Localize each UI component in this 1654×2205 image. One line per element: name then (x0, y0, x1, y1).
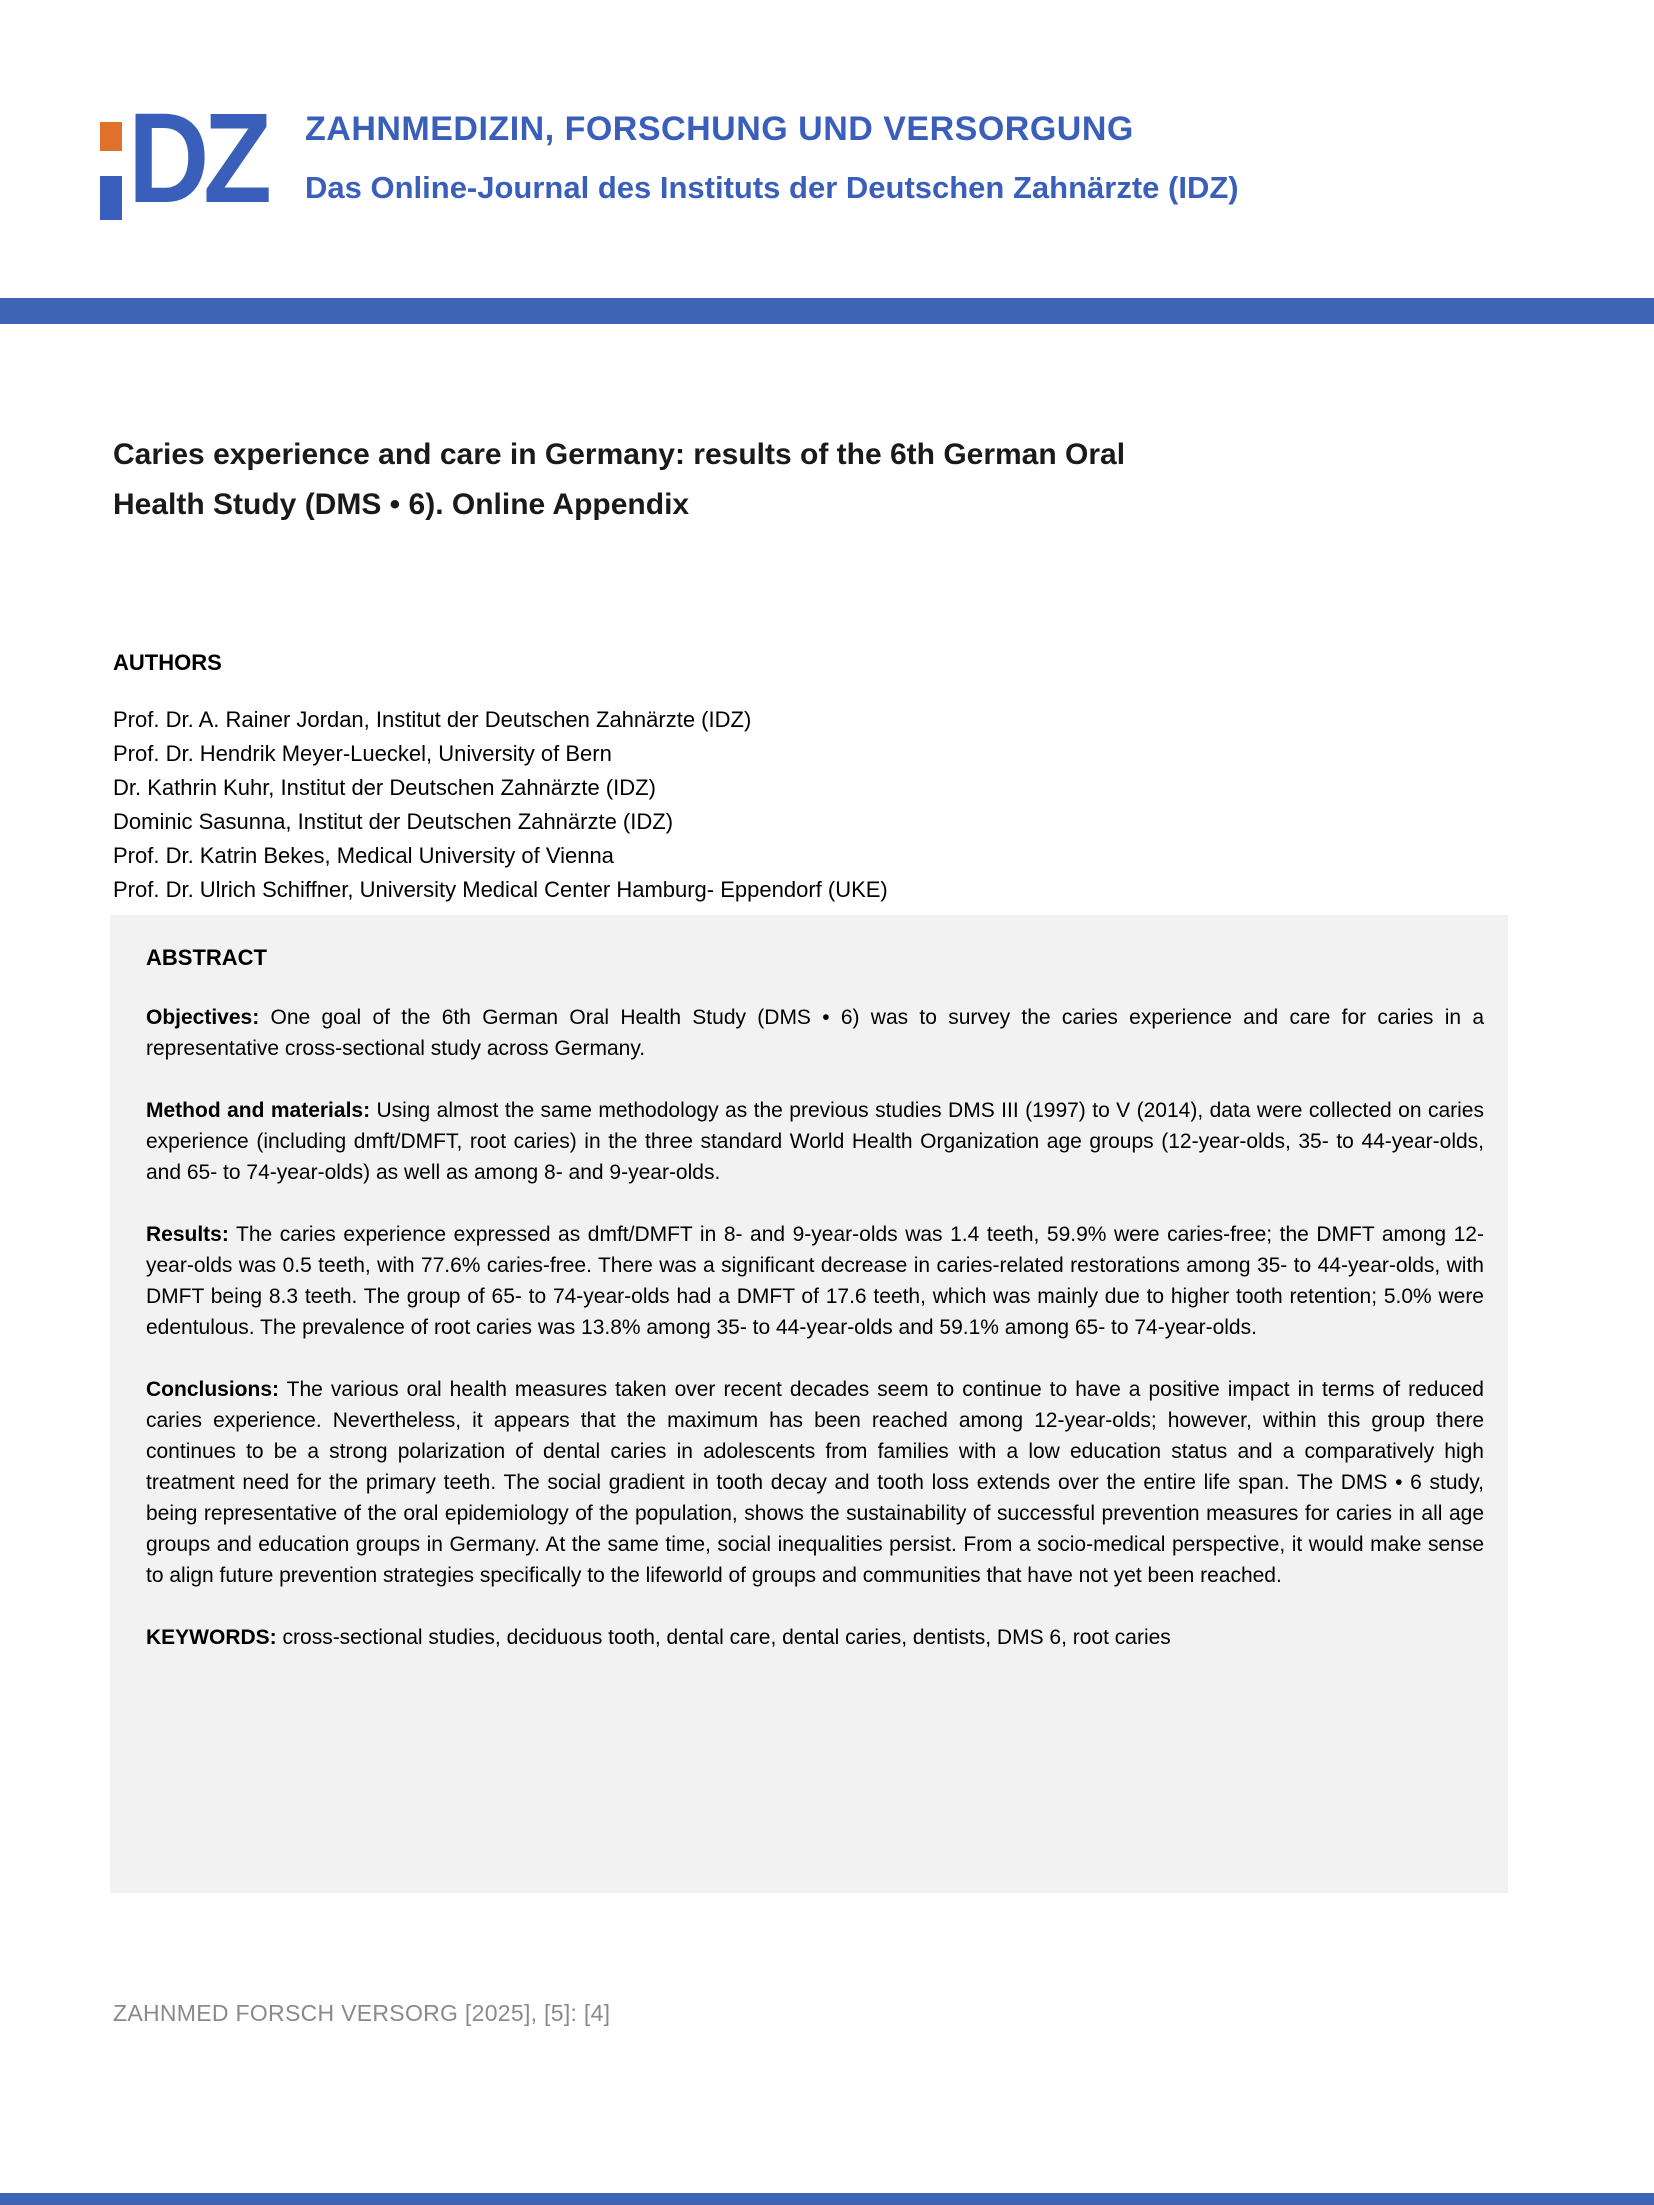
abstract-objectives (146, 1002, 1484, 1064)
abstract-keywords-label: KEYWORDS: (146, 1626, 277, 1649)
author-line: Dominic Sasunna, Institut der Deutschen Zahnärzte (IDZ) (113, 809, 674, 834)
author-line: Prof. Dr. Hendrik Meyer-Lueckel, University of Bern (113, 741, 612, 766)
abstract-objectives-label: Objectives: (146, 1006, 260, 1029)
header-divider-bar (0, 298, 1654, 324)
author-line: Prof. Dr. Ulrich Schiffner, University Medical Center Hamburg- Eppendorf (UKE) (113, 877, 888, 902)
abstract-keywords-text: cross-sectional studies, deciduous tooth, dental care, dental caries, dentists, DMS 6, root caries (282, 1626, 1171, 1649)
abstract-method-text: Using almost the same methodology as the previous studies DMS III (1997) to V (2014), data were collected on caries experience (including dmft/DMFT, root caries) in the three standard World Health Organization age groups (12-year-olds, 35- to 44-year-olds, and 65- to 74-year-olds) as well as among 8- and 9-year-olds. (146, 1099, 1484, 1184)
idz-logo-i-mark (100, 122, 122, 220)
abstract-conclusions-label: Conclusions: (146, 1378, 280, 1401)
abstract-keywords (146, 1622, 1484, 1653)
abstract-objectives-text: One goal of the 6th German Oral Health Study (DMS • 6) was to survey the caries experience and care for caries in a representative cross-sectional study across Germany. (146, 1006, 1484, 1060)
article-title: Caries experience and care in Germany: results of the 6th German Oral Health Study (DMS • 6). Online Appendix (113, 438, 1126, 521)
author-line: Dr. Kathrin Kuhr, Institut der Deutschen Zahnärzte (IDZ) (113, 775, 656, 800)
footer-citation: ZAHNMED FORSCH VERSORG [2025], [5]: [4] (113, 2000, 611, 2026)
idz-logo-gap (100, 151, 122, 176)
author-line: Prof. Dr. A. Rainer Jordan, Institut der Deutschen Zahnärzte (IDZ) (113, 707, 752, 732)
abstract-results (146, 1219, 1484, 1343)
idz-logo-blue-block (100, 176, 122, 220)
journal-title: ZAHNMEDIZIN, FORSCHUNG UND VERSORGUNG (305, 110, 1134, 148)
abstract-results-text: The caries experience expressed as dmft/DMFT in 8- and 9-year-olds was 1.4 teeth, 59.9% were caries-free; the DMFT among 12-year-olds was 0.5 teeth, with 77.6% caries-free. There was a significant decrease in caries-related restorations among 35- to 44-year-olds, with DMFT being 8.3 teeth. The group of 65- to 74-year-olds had a DMFT of 17.6 teeth, which was mainly due to higher tooth retention; 5.0% were edentulous. The prevalence of root caries was 13.8% among 35- to 44-year-olds and 59.1% among 65- to 74-year-olds. (146, 1223, 1484, 1339)
abstract-box (110, 915, 1508, 1893)
abstract-conclusions-text: The various oral health measures taken over recent decades seem to continue to have a positive impact in terms of reduced caries experience. Nevertheless, it appears that the maximum has been reached among 12-year-olds; however, within this group there continues to be a strong polarization of dental caries in adolescents from families with a low education status and a comparatively high treatment need for the primary teeth. The social gradient in tooth decay and tooth loss extends over the entire life span. The DMS • 6 study, being representative of the oral epidemiology of the population, shows the sustainability of successful prevention measures for caries in all age groups and education groups in Germany. At the same time, social inequalities persist. From a socio-medical perspective, it would make sense to align future prevention strategies specifically to the lifeworld of groups and communities that have not yet been reached. (146, 1378, 1484, 1587)
abstract-method-label: Method and materials: (146, 1099, 371, 1122)
footer-divider-bar (0, 2193, 1654, 2205)
abstract-method (146, 1095, 1484, 1188)
abstract-results-label: Results: (146, 1223, 229, 1246)
author-line: Prof. Dr. Katrin Bekes, Medical University of Vienna (113, 843, 614, 868)
authors-heading: AUTHORS (113, 650, 222, 675)
journal-subtitle: Das Online-Journal des Instituts der Deutschen Zahnärzte (IDZ) (305, 170, 1239, 205)
abstract-heading: ABSTRACT (146, 945, 267, 970)
authors-list (113, 703, 888, 907)
abstract-conclusions (146, 1374, 1484, 1591)
idz-logo-orange-block (100, 122, 122, 151)
idz-logo-letters: DZ (128, 87, 266, 230)
